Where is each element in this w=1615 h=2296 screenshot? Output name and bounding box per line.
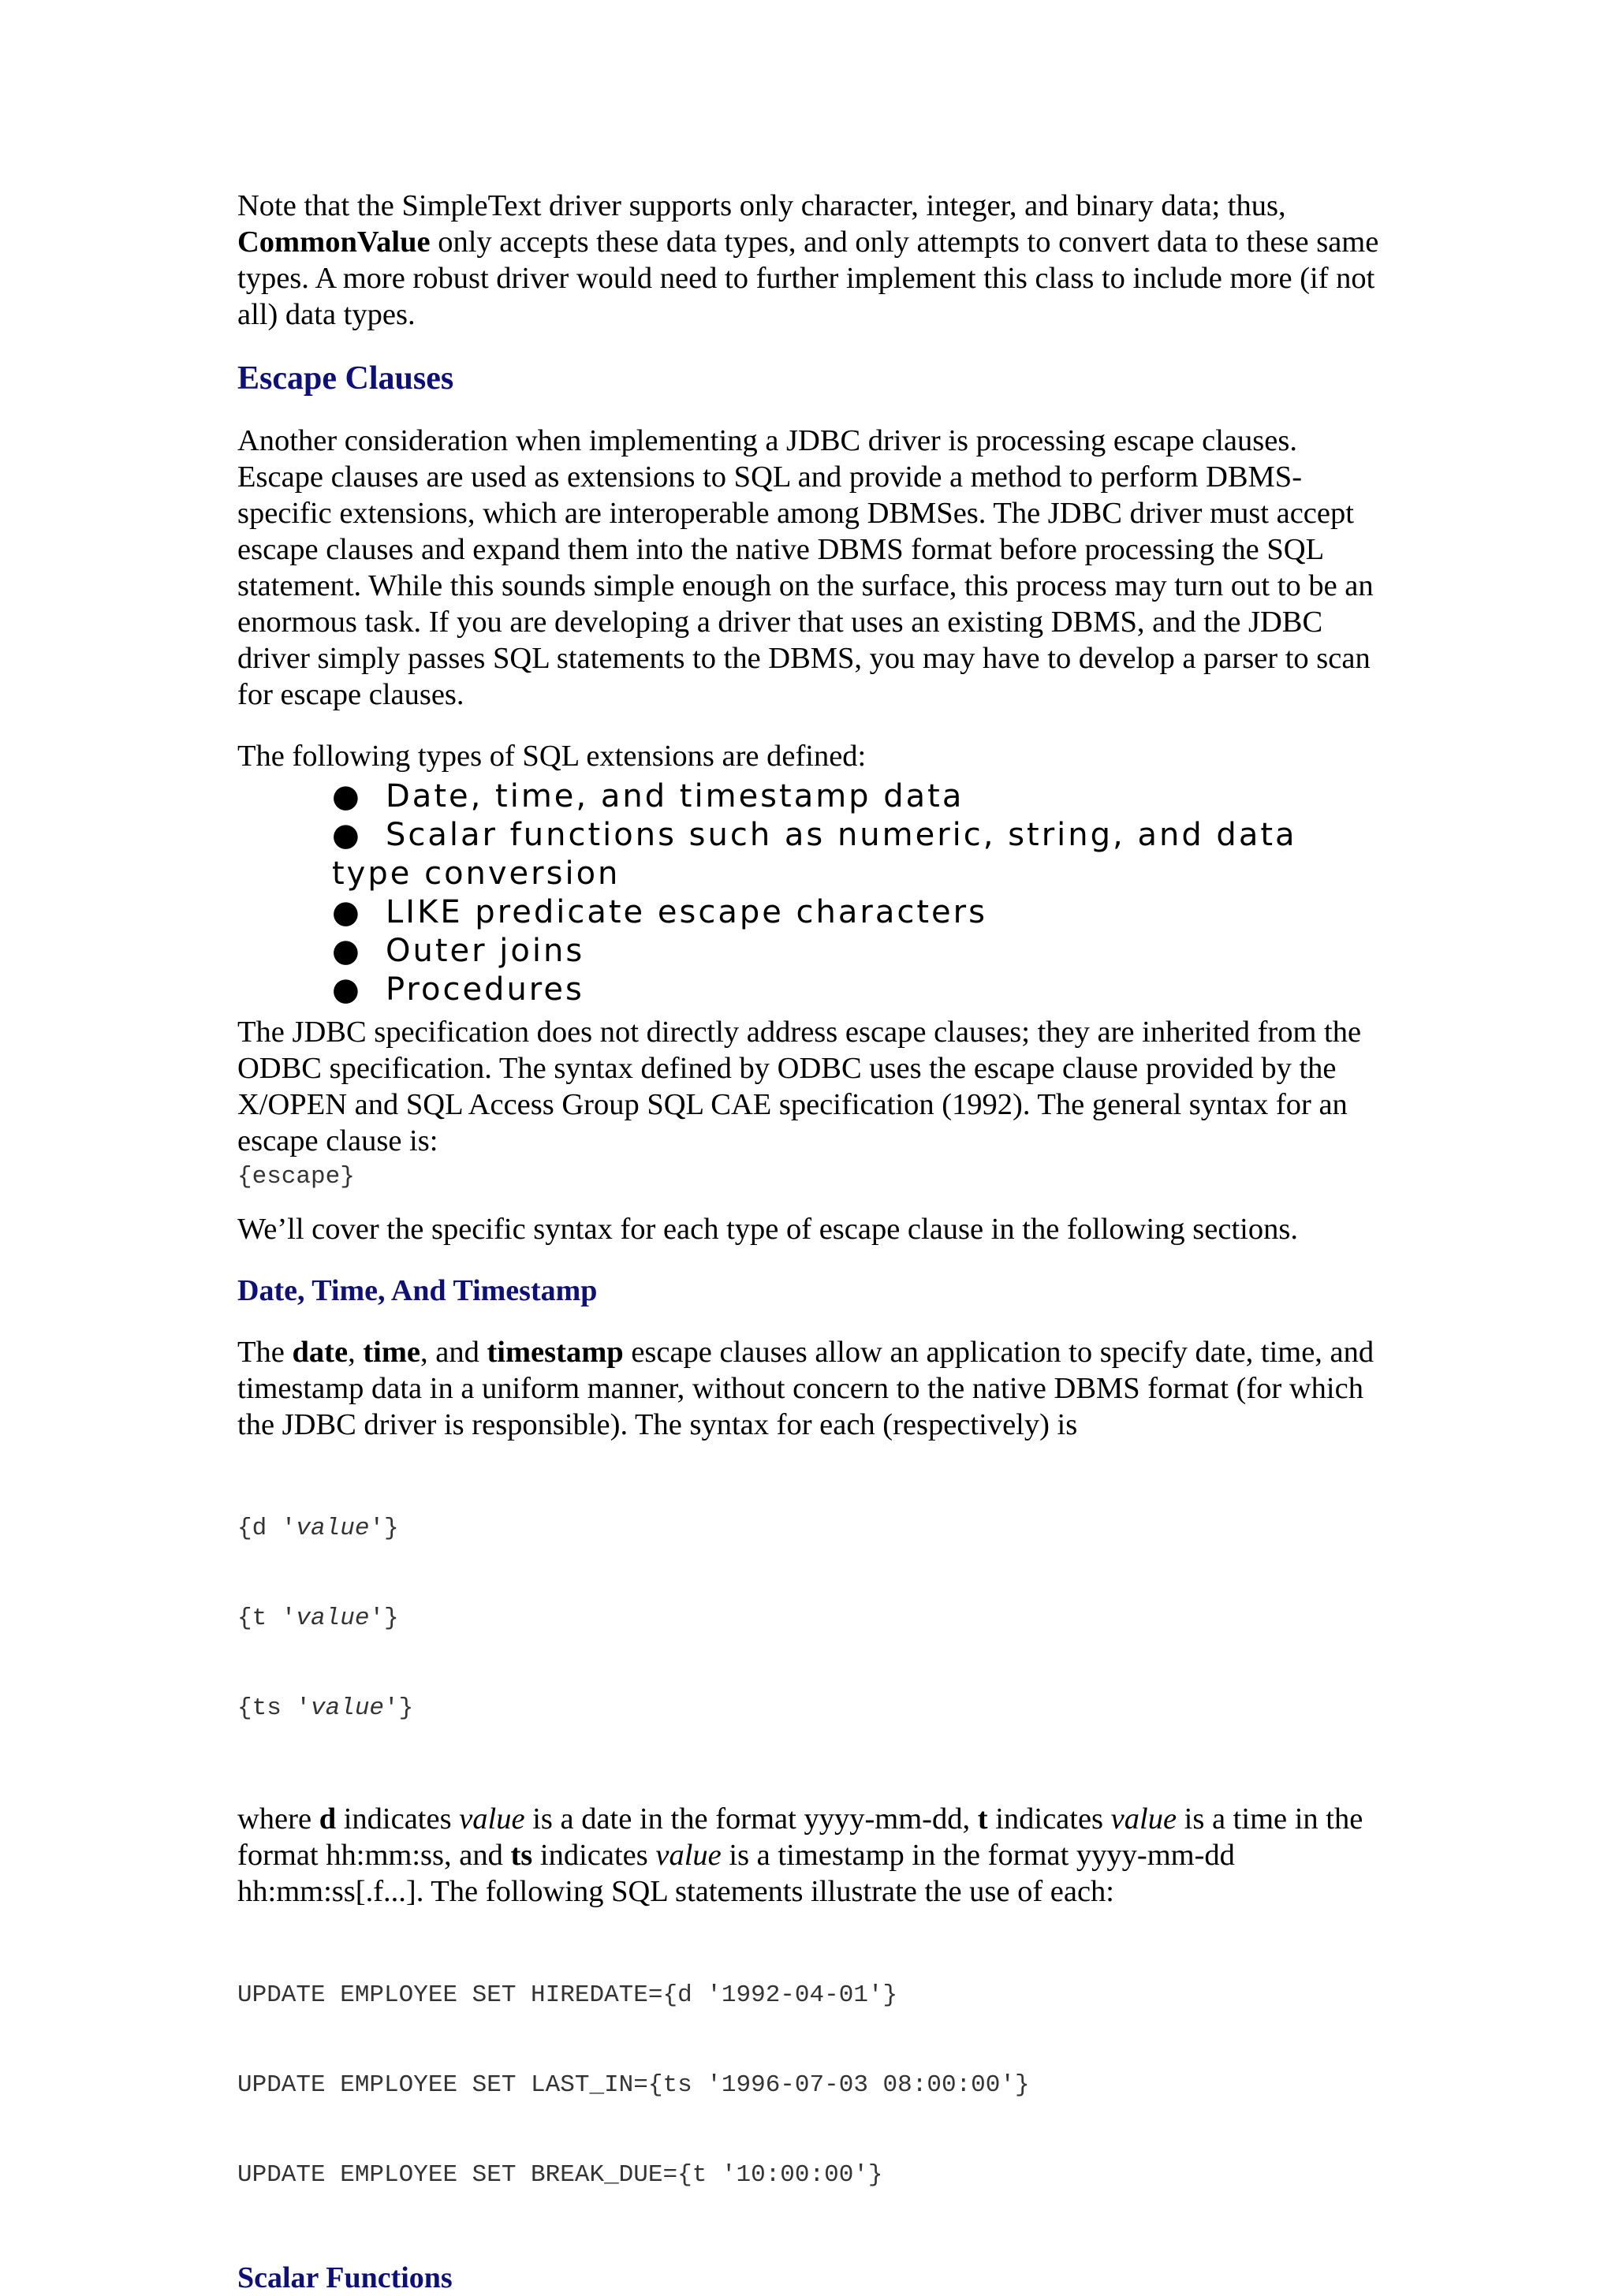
cover-paragraph: We’ll cover the specific syntax for each type of escape clause in the following sections. [237, 1213, 1298, 1246]
code-line: {t 'value'} [237, 1605, 399, 1632]
date-time-paragraph: The date, time, and timestamp escape clauses allow an application to specify date, time, and timestamp data in a uniform manner, without concern to the native DBMS format (for which the JDBC driver is responsible). The syntax for each (respectively) is [237, 1336, 1374, 1441]
document-page [237, 188, 1389, 2296]
date-time-syntax-code [237, 1454, 1389, 1784]
date-time-heading: Date, Time, And Timestamp [237, 1274, 598, 1307]
intro-paragraph: Note that the SimpleText driver supports only character, integer, and binary data; thus, CommonValue only accepts these data types, and only attempts to convert data to these same types. A more robust driver would need to further implement this class to include more (if not all) data types. [237, 189, 1379, 331]
scalar-functions-heading: Scalar Functions [237, 2261, 453, 2294]
spec-paragraph: The JDBC specification does not directly address escape clauses; they are inherited from the ODBC specification. The syntax defined by ODBC uses the escape clause provided by the X/OPEN and SQL Access Group SQL CAE specification (1992). The general syntax for an escape clause is: [237, 1016, 1362, 1157]
bullet-icon: ● [332, 971, 362, 1008]
code-line: {ts 'value'} [237, 1694, 414, 1722]
list-item: ● Outer joins [332, 933, 585, 969]
escape-paragraph: Another consideration when implementing a JDBC driver is processing escape clauses. Escape clauses are used as extensions to SQL and provide a method to perform DBMS-specific extensions, which are interoperable among DBMSes. The JDBC driver must accept escape clauses and expand them into the native DBMS format before processing the SQL statement. While this sounds simple enough on the surface, this process may turn out to be an enormous task. If you are developing a driver that uses an existing DBMS, and the JDBC driver simply passes SQL statements to the DBMS, you may have to develop a parser to scan for escape clauses. [237, 424, 1374, 711]
code-line: UPDATE EMPLOYEE SET LAST_IN={ts '1996-07-03 08:00:00'} [237, 2071, 1030, 2099]
bullet-icon: ● [332, 817, 362, 853]
bullet-icon: ● [332, 894, 362, 930]
common-value-term: CommonValue [237, 226, 431, 259]
where-paragraph: where d indicates value is a date in the format yyyy-mm-dd, t indicates value is a time in the format hh:mm:ss, and ts indicates value is a timestamp in the format yyyy-mm-dd hh:mm:ss[.f...]. The following SQL statements illustrate the use of each: [237, 1802, 1363, 1908]
escape-clauses-heading: Escape Clauses [237, 360, 454, 397]
code-line: {d 'value'} [237, 1515, 399, 1542]
extension-types-list [237, 777, 1389, 1009]
types-intro: The following types of SQL extensions are defined: [237, 740, 867, 773]
list-item: ● Scalar functions such as numeric, string, and data type conversion [332, 817, 1297, 892]
code-line: UPDATE EMPLOYEE SET BREAK_DUE={t '10:00:00'} [237, 2161, 883, 2189]
list-item: ● Date, time, and timestamp data [332, 778, 964, 814]
list-item: ● LIKE predicate escape characters [332, 894, 987, 930]
bullet-icon: ● [332, 933, 362, 969]
escape-syntax-code: {escape} [237, 1163, 355, 1191]
bullet-icon: ● [332, 778, 362, 814]
code-line: UPDATE EMPLOYEE SET HIREDATE={d '1992-04-01'} [237, 1981, 898, 2009]
sql-examples-code [237, 1921, 1389, 2250]
list-item: ● Procedures [332, 971, 584, 1008]
